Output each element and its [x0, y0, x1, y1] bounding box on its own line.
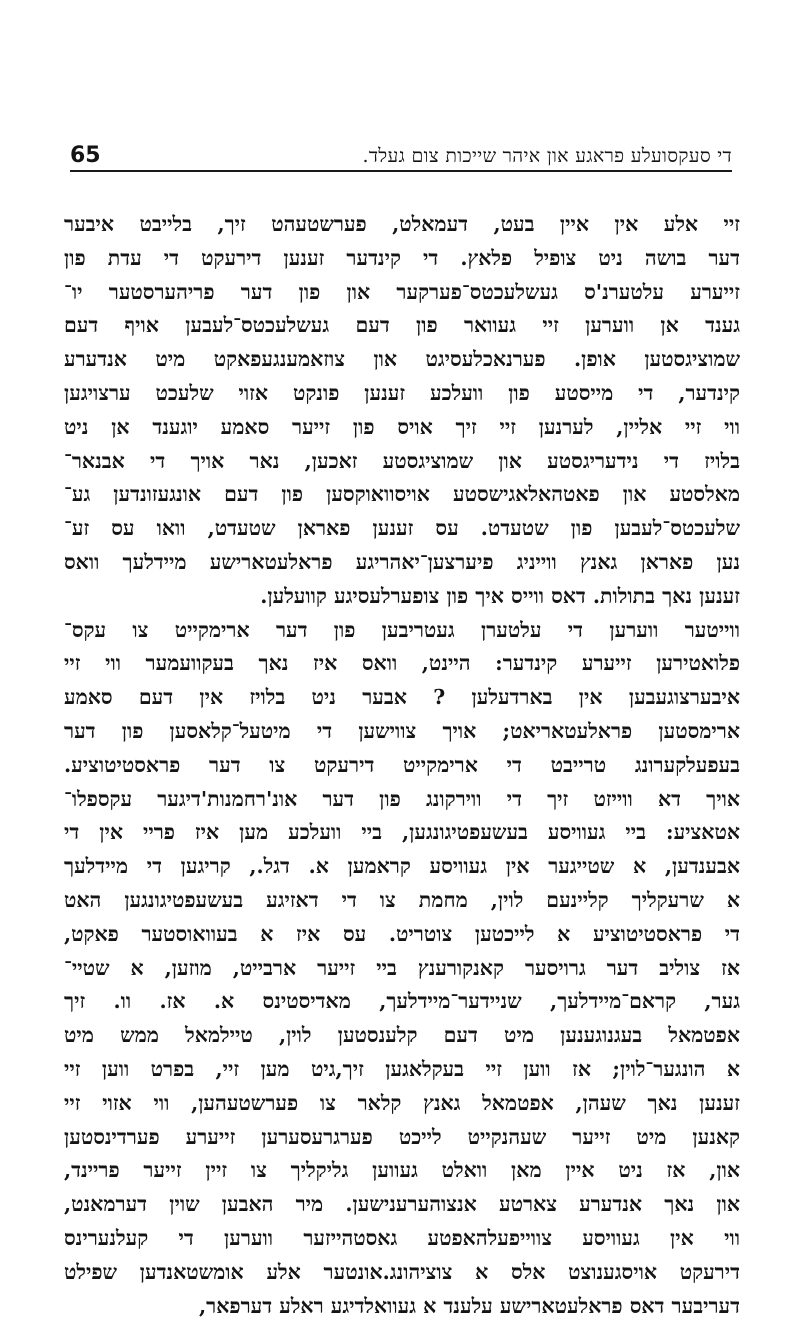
text-line: פלואטירען זייערע קינדער: היינט, וואס איז נאך בעקוועמער ווי זיי — [64, 651, 740, 676]
header-rule — [70, 170, 732, 172]
paragraph-2 — [64, 614, 740, 1324]
text-line: ווייטער ווערען די עלטערן געטריבען פון דער ארימקייט צו עקס־ — [64, 617, 740, 642]
text-line: ווי אין געוויסע צווייפעלהאפטע גאסטהייזער ווערען די קעלנערינס — [64, 1225, 740, 1250]
text-line: ווי זיי אליין, לערנען זיי זיך אויס פון זייער סאמע יוגענד אן ניט — [64, 414, 740, 439]
text-line: דירעקט אויסגענוצט אלס א צוציהונג.אונטער אלע אומשטאנדען שפילט — [64, 1259, 740, 1284]
text-line: א הונגער־לוין; אז ווען זיי בעקלאגען זיך,גיט מען זיי, בפרט ווען זיי — [64, 1056, 740, 1081]
text-line: גענד אן ווערען זיי געוואר פון דעם געשלעכטס־לעבען אויף דעם — [64, 313, 740, 338]
text-line: זענען נאך שעהן, אפטמאל גאנץ קלאר צו פערשטעהען, ווי אזוי זיי — [64, 1090, 740, 1115]
text-line: אז צוליב דער גרויסער קאנקורענץ ביי זייער ארבייט, מוזען, א שטיי־ — [64, 955, 740, 980]
text-line: די פראסטיטוציע א לייכטען צוטריט. עס איז א בעוואוסטער פאקט, — [64, 921, 740, 946]
text-line: און נאך אנדערע צארטע אנצוהערענישען. מיר האבען שוין דערמאנט, — [64, 1192, 740, 1217]
text-line: בלויז די נידעריגסטע און שמוציגסטע זאכען, נאר אויך די אבנאר־ — [64, 448, 740, 473]
text-line: דער בושה ניט צופיל פלאץ. די קינדער זענען דירעקט די עדת פון — [64, 245, 740, 270]
text-line: אויך דא ווייזט זיך די ווירקונג פון דער אונ'רחמנות'דיגער עקספלו־ — [64, 786, 740, 811]
text-line: איבערצוגעבען אין בארדעלען ? אבער ניט בלויז אין דעם סאמע — [64, 685, 740, 710]
text-line: גער, קראם־מיידלעך, שניידער־מיידלעך, מאדיסטינס א. אז. וו. זיך — [64, 989, 740, 1014]
text-line: קאנען מיט זייער שעהנקייט לייכט פערגרעסערען זייערע פערדינסטען — [64, 1124, 740, 1149]
body-text — [64, 208, 740, 1323]
text-line: זייערע עלטערנ'ס געשלעכטס־פערקער און פון דער פריהערסטער יו־ — [64, 279, 740, 304]
text-line: אבענדען, א שטייגער אין געוויסע קראמען א. דגל., קריגען די מיידלעך — [64, 854, 740, 879]
text-line: נען פאראן גאנץ ווייניג פיערצען־יאהריגע פראלעטארישע מיידלעך וואס — [64, 549, 740, 574]
text-line: מאלסטע און פאטהאלאגישסטע אויסוואוקסען פון דעם אונגעזונדען גע־ — [64, 482, 740, 507]
running-head-title: די סעקסועלע פראגע און איהר שייכות צום געלד. — [362, 145, 732, 167]
text-line: און, אז ניט איין מאן וואלט געווען גליקליך צו זיין זייער פריינד, — [64, 1158, 740, 1183]
text-line: זענען נאך בתולות. דאס ווייס איך פון צופערלעסיגע קוועלען. — [260, 583, 740, 608]
text-line: בעפעלקערונג טרייבט די ארימקייט דירעקט צו דער פראסטיטוציע. — [64, 752, 740, 777]
page-number: 65 — [70, 143, 101, 168]
text-line: קינדער, די מייסטע פון וועלכע זענען פונקט אזוי שלעכט ערצויגען — [64, 380, 740, 405]
text-line: אפטמאל בעגנוגענען מיט דעם קלענסטען לוין, טיילמאל ממש מיט — [64, 1023, 740, 1048]
text-line: ארימסטען פראלעטאריאט; אויך צווישען די מיטעל־קלאסען פון דער — [64, 718, 740, 743]
running-head — [70, 138, 732, 168]
text-line: זיי אלע אין איין בעט, דעמאלט, פערשטעהט זיך, בלייבט איבער — [64, 212, 740, 236]
paragraph-1 — [64, 208, 740, 614]
text-line: דעריבער דאס פראלעטארישע עלענד א געוואלדיגע ראלע דערפאר, — [199, 1293, 740, 1318]
text-line: שלעכטס־לעבען פון שטעדט. עס זענען פאראן שטעדט, וואו עס זע־ — [64, 516, 740, 541]
text-line: שמוציגסטען אופן. פערנאכלעסיגט און צוזאמענגעפאקט מיט אנדערע — [64, 347, 740, 372]
text-line: אטאציע: ביי געוויסע בעשעפטיגונגען, ביי וועלכע מען איז פריי אין די — [64, 820, 740, 845]
text-line: א שרעקליך קליינעם לוין, מחמת צו די דאזיגע בעשעפטיגונגען האט — [64, 887, 740, 912]
